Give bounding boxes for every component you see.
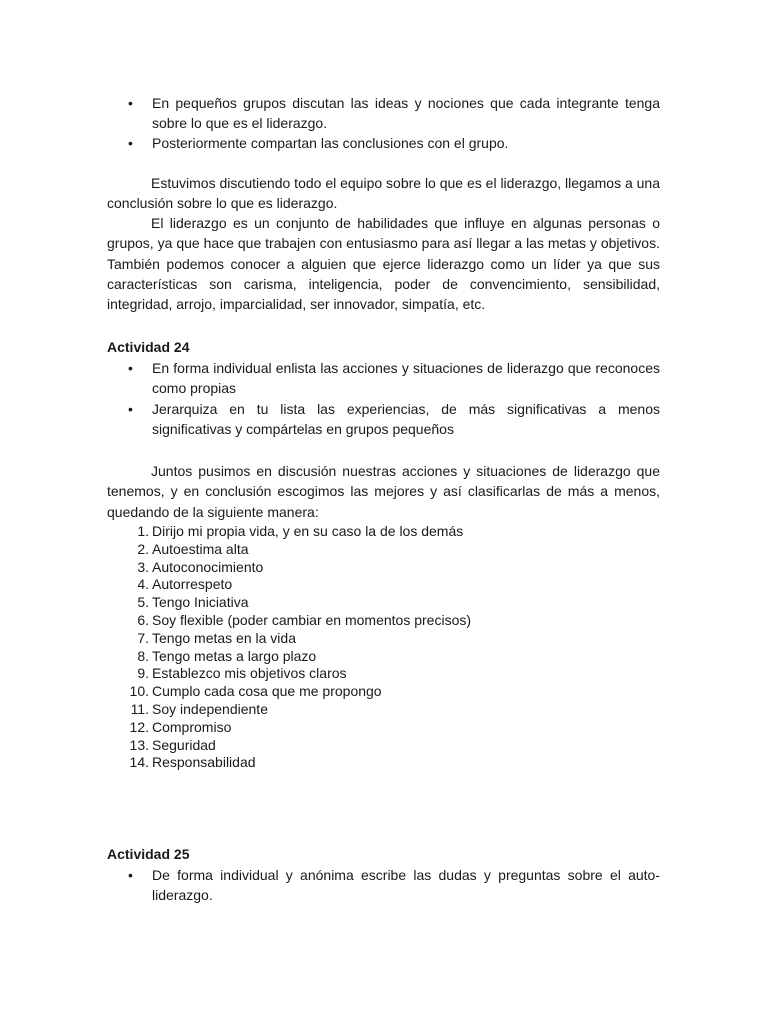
list-number: 13.	[129, 736, 149, 753]
list-text: Cumplo cada cosa que me propongo	[152, 683, 382, 700]
list-number: 3.	[137, 558, 149, 575]
bullet-marker: •	[128, 95, 133, 111]
list-text: Seguridad	[152, 736, 216, 753]
list-item	[107, 541, 527, 559]
list-number: 2.	[137, 540, 149, 557]
list-text: Compromiso	[152, 718, 232, 735]
bullet-marker: •	[128, 135, 133, 151]
list-number: 7.	[137, 629, 149, 646]
bullet-text: En forma individual enlista las acciones y situaciones de liderazgo que reconoces como propias	[152, 360, 660, 396]
list-number: 6.	[137, 611, 149, 628]
list-item	[107, 612, 527, 630]
bullet-text: En pequeños grupos discutan las ideas y nociones que cada integrante tenga sobre lo que es el liderazgo.	[152, 95, 660, 131]
list-item	[107, 754, 527, 772]
bullet-marker: •	[128, 360, 133, 376]
list-text: Soy flexible (poder cambiar en momentos precisos)	[152, 611, 472, 628]
bullet-marker: •	[128, 401, 133, 417]
list-text: Autoconocimiento	[152, 558, 264, 575]
list-item	[107, 559, 527, 577]
list-text: Responsabilidad	[152, 754, 256, 771]
bullet-text: Posteriormente compartan las conclusiones con el grupo.	[152, 135, 509, 151]
list-number: 9.	[137, 665, 149, 682]
list-item	[107, 523, 527, 541]
list-item	[107, 719, 527, 737]
paragraph-discussion: Estuvimos discutiendo todo el equipo sobre lo que es el liderazgo, llegamos a una conclusión sobre lo que es liderazgo.	[107, 175, 660, 212]
list-number: 14.	[129, 754, 149, 771]
list-text: Tengo metas a largo plazo	[152, 647, 317, 664]
list-item	[107, 737, 527, 755]
heading-actividad-24: Actividad 24	[107, 339, 190, 355]
list-number: 8.	[137, 647, 149, 664]
list-number: 1.	[137, 523, 149, 539]
paragraph-conclusion: Juntos pusimos en discusión nuestras acciones y situaciones de liderazgo que tenemos, y en conclusión escogimos las mejores y así clasificarlas de más a menos, quedando de la siguiente manera:	[107, 463, 660, 520]
bullet-text: Jerarquiza en tu lista las experiencias, de más significativas a menos significativas y compártelas en grupos pequeños	[152, 401, 660, 437]
list-text: Tengo Iniciativa	[152, 594, 249, 611]
bullet-text: De forma individual y anónima escribe las dudas y preguntas sobre el auto-liderazgo.	[152, 867, 660, 903]
list-text: Dirijo mi propia vida, y en su caso la de los demás	[152, 523, 464, 539]
list-item	[107, 665, 527, 683]
heading-actividad-25: Actividad 25	[107, 846, 190, 862]
list-number: 12.	[129, 718, 149, 735]
list-number: 10.	[129, 683, 149, 700]
list-text: Soy independiente	[152, 700, 268, 717]
list-number: 11.	[130, 700, 149, 717]
list-item	[107, 683, 527, 701]
list-number: 4.	[137, 576, 149, 593]
paragraph-definition: El liderazgo es un conjunto de habilidades que influye en algunas personas o grupos, ya que hace que trabajen con entusiasmo para así llegar a las metas y objetivos. También podemos conocer a alguien que ejerce liderazgo como un líder ya que sus características son carisma, inteligencia, poder de convencimiento, sensibilidad, integridad, arrojo, imparcialidad, ser innovador, simpatía, etc.	[107, 215, 660, 313]
list-item	[107, 648, 527, 666]
list-number: 5.	[137, 594, 149, 611]
bullet-marker: •	[128, 867, 133, 883]
list-item	[107, 576, 527, 594]
list-text: Establezco mis objetivos claros	[152, 665, 347, 682]
list-item	[107, 594, 527, 612]
list-item	[107, 630, 527, 648]
list-text: Autoestima alta	[152, 540, 249, 557]
list-text: Autorrespeto	[152, 576, 233, 593]
list-text: Tengo metas en la vida	[152, 629, 296, 646]
ranked-list	[107, 523, 527, 772]
list-item	[107, 701, 527, 719]
